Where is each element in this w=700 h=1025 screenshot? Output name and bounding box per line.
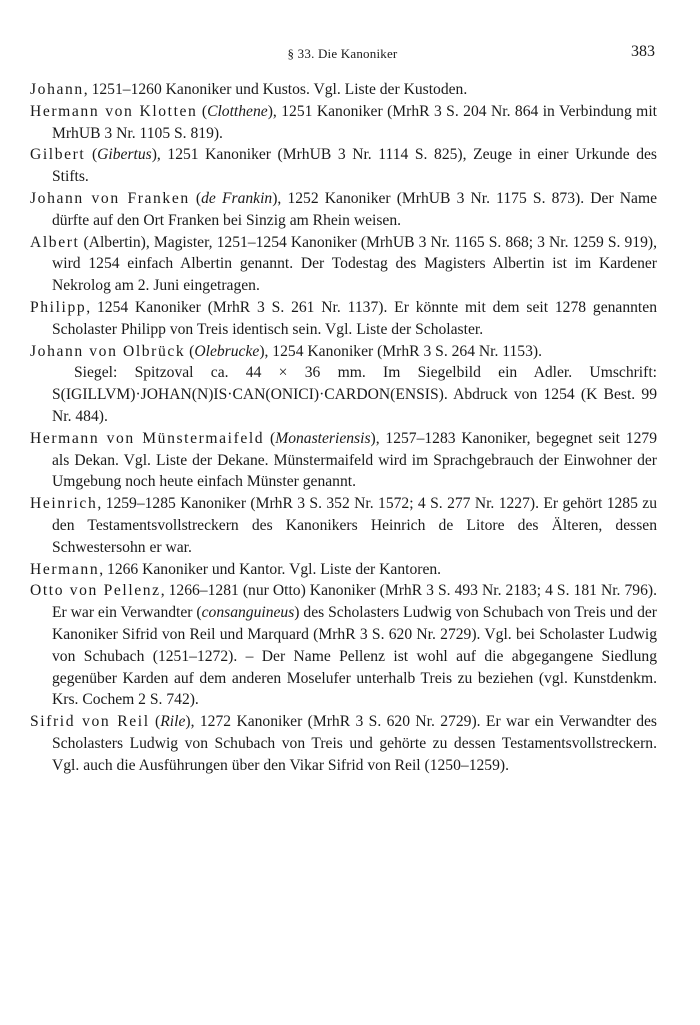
entry-text: ), 1251 Kanoniker (MrhR 3 S. 204 Nr. 864 in Verbindung mit MrhUB 3 Nr. 1105 S. 819). <box>52 102 657 142</box>
canon-name: Johann <box>30 81 84 98</box>
page-number: 383 <box>631 43 655 60</box>
canon-entries-list <box>30 79 657 777</box>
entry-text: ( <box>149 713 161 731</box>
entry-text: , 1251–1260 Kanoniker und Kustos. Vgl. Liste der Kustoden. <box>83 81 468 98</box>
running-head: § 33. Die Kanoniker <box>287 46 398 61</box>
latin-name-form: Monasteriensis <box>275 429 371 447</box>
latin-name-form: Rile <box>160 713 186 731</box>
canon-entry <box>30 297 657 341</box>
entry-text: , 1266–1281 (nur Otto) Kanoniker (MrhR 3 S. 493 Nr. 2183; 4 S. 181 Nr. 796). Er war ein Verwandter ( <box>52 582 657 622</box>
entry-text: ( <box>185 342 195 360</box>
entry-text: , 1259–1285 Kanoniker (MrhR 3 S. 352 Nr. 1572; 4 S. 277 Nr. 1227). Er gehört 1285 zu den Testamentsvollstreckern des Kanonikers Heinrich de Litore des Älteren, dessen Schwestersohn er war. <box>52 495 657 556</box>
latin-name-form: consanguineus <box>201 604 295 622</box>
entry-text: , 1266 Kanoniker und Kantor. Vgl. Liste der Kantoren. <box>99 560 442 578</box>
entry-text: ), 1251 Kanoniker (MrhUB 3 Nr. 1114 S. 825), Zeuge in einer Urkunde des Stifts. <box>52 146 658 186</box>
entry-text: , 1254 Kanoniker (MrhR 3 S. 261 Nr. 1137). Er könnte mit dem seit 1278 genannten Scholaster Philipp von Treis identisch sein. Vgl. Liste der Scholaster. <box>52 298 657 338</box>
entry-text: ( <box>264 429 276 447</box>
entry-text: ( <box>85 146 98 164</box>
latin-name-form: Clotthene <box>207 102 268 120</box>
canon-entry <box>30 79 657 101</box>
canon-entry <box>30 711 657 776</box>
canon-entry <box>30 559 657 581</box>
canon-entry <box>30 232 657 297</box>
canon-name: Sifrid von Reil <box>30 713 150 731</box>
latin-name-form: de Frankin <box>201 189 273 207</box>
entry-text: ), 1252 Kanoniker (MrhUB 3 Nr. 1175 S. 873). Der Name dürfte auf den Ort Franken bei Sinzig am Rhein weisen. <box>52 189 658 229</box>
latin-name-form: Olebrucke <box>194 342 260 360</box>
canon-entry <box>30 428 657 493</box>
entry-text: ), 1254 Kanoniker (MrhR 3 S. 264 Nr. 1153). <box>259 342 542 360</box>
canon-entry <box>30 341 657 363</box>
canon-name: Gilbert <box>30 146 86 164</box>
entry-text: (Albertin), Magister, 1251–1254 Kanoniker (MrhUB 3 Nr. 1165 S. 868; 3 Nr. 1259 S. 919), wird 1254 einfach Albertin genannt. Der Todestag des Magisters Albertin ist im Kardener Nekrolog am 2. Juni eingetragen. <box>52 233 657 295</box>
canon-name: Johann von Olbrück <box>30 342 186 360</box>
latin-name-form: Gibertus <box>97 146 152 164</box>
entry-text: ), 1257–1283 Kanoniker, begegnet seit 1279 als Dekan. Vgl. Liste der Dekane. Münstermaifeld wird im Sprachgebrauch der Einwohner der Umgebung noch heute einfach Münster genannt. <box>52 429 657 491</box>
canon-name: Hermann von Klotten <box>30 102 198 120</box>
canon-entry <box>30 101 657 145</box>
canon-name: Philipp <box>30 298 87 316</box>
canon-entry <box>30 188 657 232</box>
seal-description: Siegel: Spitzoval ca. 44 × 36 mm. Im Siegelbild ein Adler. Umschrift: S(IGILLVM)·JOHAN(N)IS·CAN(ONICI)·CARDON(ENSIS). Abdruck von 1254 (K Best. 99 Nr. 484). <box>52 364 657 425</box>
entry-text: ( <box>197 102 208 120</box>
canon-name: Heinrich <box>30 495 98 513</box>
canon-entry <box>30 493 657 558</box>
entry-text: ), 1272 Kanoniker (MrhR 3 S. 620 Nr. 2729). Er war ein Verwandter des Scholasters Ludwig von Schubach von Treis und gehörte zu dessen Testamentsvollstreckern. Vgl. auch die Ausführungen über den Vikar Sifrid von Reil (1250–1259). <box>52 713 657 774</box>
canon-name: Otto von Pellenz <box>30 582 161 600</box>
canon-name: Hermann von Münstermaifeld <box>30 429 265 447</box>
entry-text: ( <box>189 189 202 207</box>
canon-name: Albert <box>30 233 80 251</box>
page-header <box>30 42 655 66</box>
canon-name: Hermann <box>30 560 100 578</box>
canon-entry <box>30 580 657 711</box>
canon-name: Johann von Franken <box>30 189 190 207</box>
entry-text: ) des Scholasters Ludwig von Schubach von Treis und der Kanoniker Sifrid von Reil und Marquard (MrhR 3 S. 620 Nr. 2729). Vgl. bei Scholaster Ludwig von Schubach (1251–1272). – Der Name Pellenz ist wohl auf die abgegangene Siedlung gegenüber Karden auf dem anderen Moselufer unterhalb Treis zu beziehen (vgl. Kunstdenkm. Krs. Cochem 2 S. 742). <box>52 604 657 709</box>
canon-entry <box>30 144 657 188</box>
